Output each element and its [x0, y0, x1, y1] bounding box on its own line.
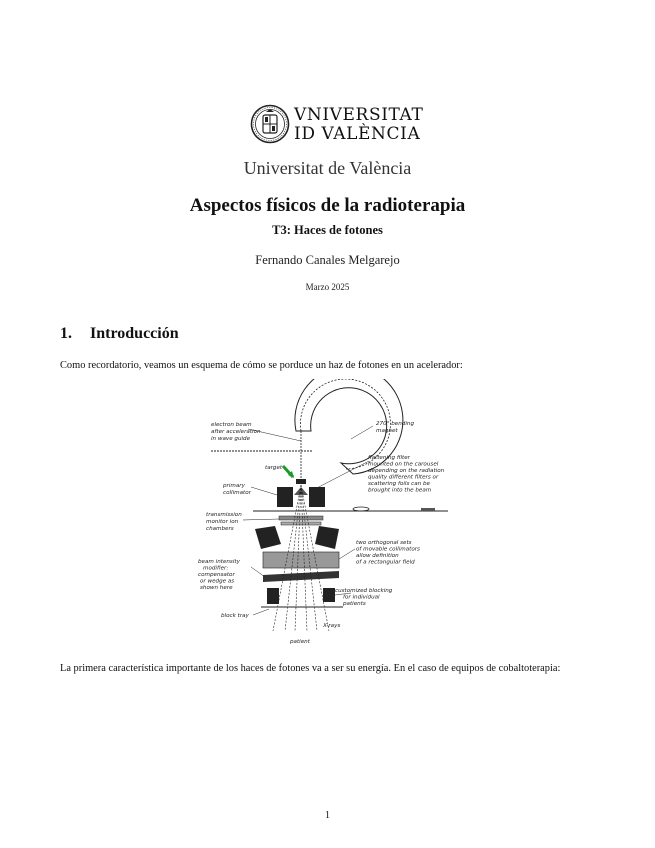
primary-collimator-right [309, 487, 325, 507]
ion-chamber-1 [279, 516, 323, 520]
label-block-tray: block tray [221, 613, 249, 619]
upper-jaw-right [315, 526, 339, 549]
logo-wordmark: VNIVERSITAT ID VALÈNCIA [294, 105, 424, 144]
author-name: Fernando Canales Melgarejo [255, 253, 400, 267]
document-title: Aspectos físicos de la radioterapia [189, 195, 466, 216]
section-heading [60, 325, 179, 343]
label-xrays: X-rays [323, 623, 341, 629]
linac-diagram-svg [193, 379, 465, 647]
label-ion-chambers: transmission monitor ion chambers [206, 512, 242, 532]
section-title: Introducción [90, 325, 179, 342]
label-custom-blocking: customized blocking for individual patients [335, 588, 393, 607]
label-target: target [265, 465, 283, 471]
block-left [267, 588, 279, 604]
lower-jaws [263, 552, 339, 568]
document-subtitle: T3: Haces de fotones [272, 223, 383, 237]
flattening-filter [294, 487, 308, 495]
label-collimators: two orthogonal sets of movable collimators allow definition of a rectangular field [356, 540, 420, 566]
label-electron-beam: electron beam after acceleration in wave guide [211, 422, 261, 442]
label-beam-modifier: beam intensity modifier: compensator or wedge as shown here [198, 559, 240, 591]
section-number: 1. [60, 325, 72, 342]
energy-paragraph: La primera característica importante de los haces de fotones va a ser su energía. En el caso de equipos de cobaltoterapia: [60, 663, 561, 674]
page-number: 1 [325, 810, 330, 821]
target-shape [296, 479, 306, 484]
label-primary-collimator: primary collimator [223, 483, 251, 496]
label-flattening-filter: flattening filter mounted on the carousel depending on the radiation quality different filters or scattering foils can be brought into the beam [368, 455, 445, 494]
linac-diagram [193, 379, 465, 647]
ion-chamber-2 [281, 522, 321, 525]
university-seal-icon [250, 104, 290, 144]
university-logo [250, 104, 424, 146]
primary-collimator-left [277, 487, 293, 507]
university-name: Universitat de València [243, 158, 412, 178]
document-date: Marzo 2025 [305, 282, 350, 292]
upper-jaw-left [255, 526, 281, 549]
label-patient: patient [290, 639, 310, 645]
wedge-shape [263, 571, 339, 582]
intro-paragraph: Como recordatorio, veamos un esquema de cómo se porduce un haz de fotones en un acelerador: [60, 360, 463, 371]
label-bending-magnet: 270° bending magnet [376, 421, 414, 434]
block-right [323, 588, 335, 602]
